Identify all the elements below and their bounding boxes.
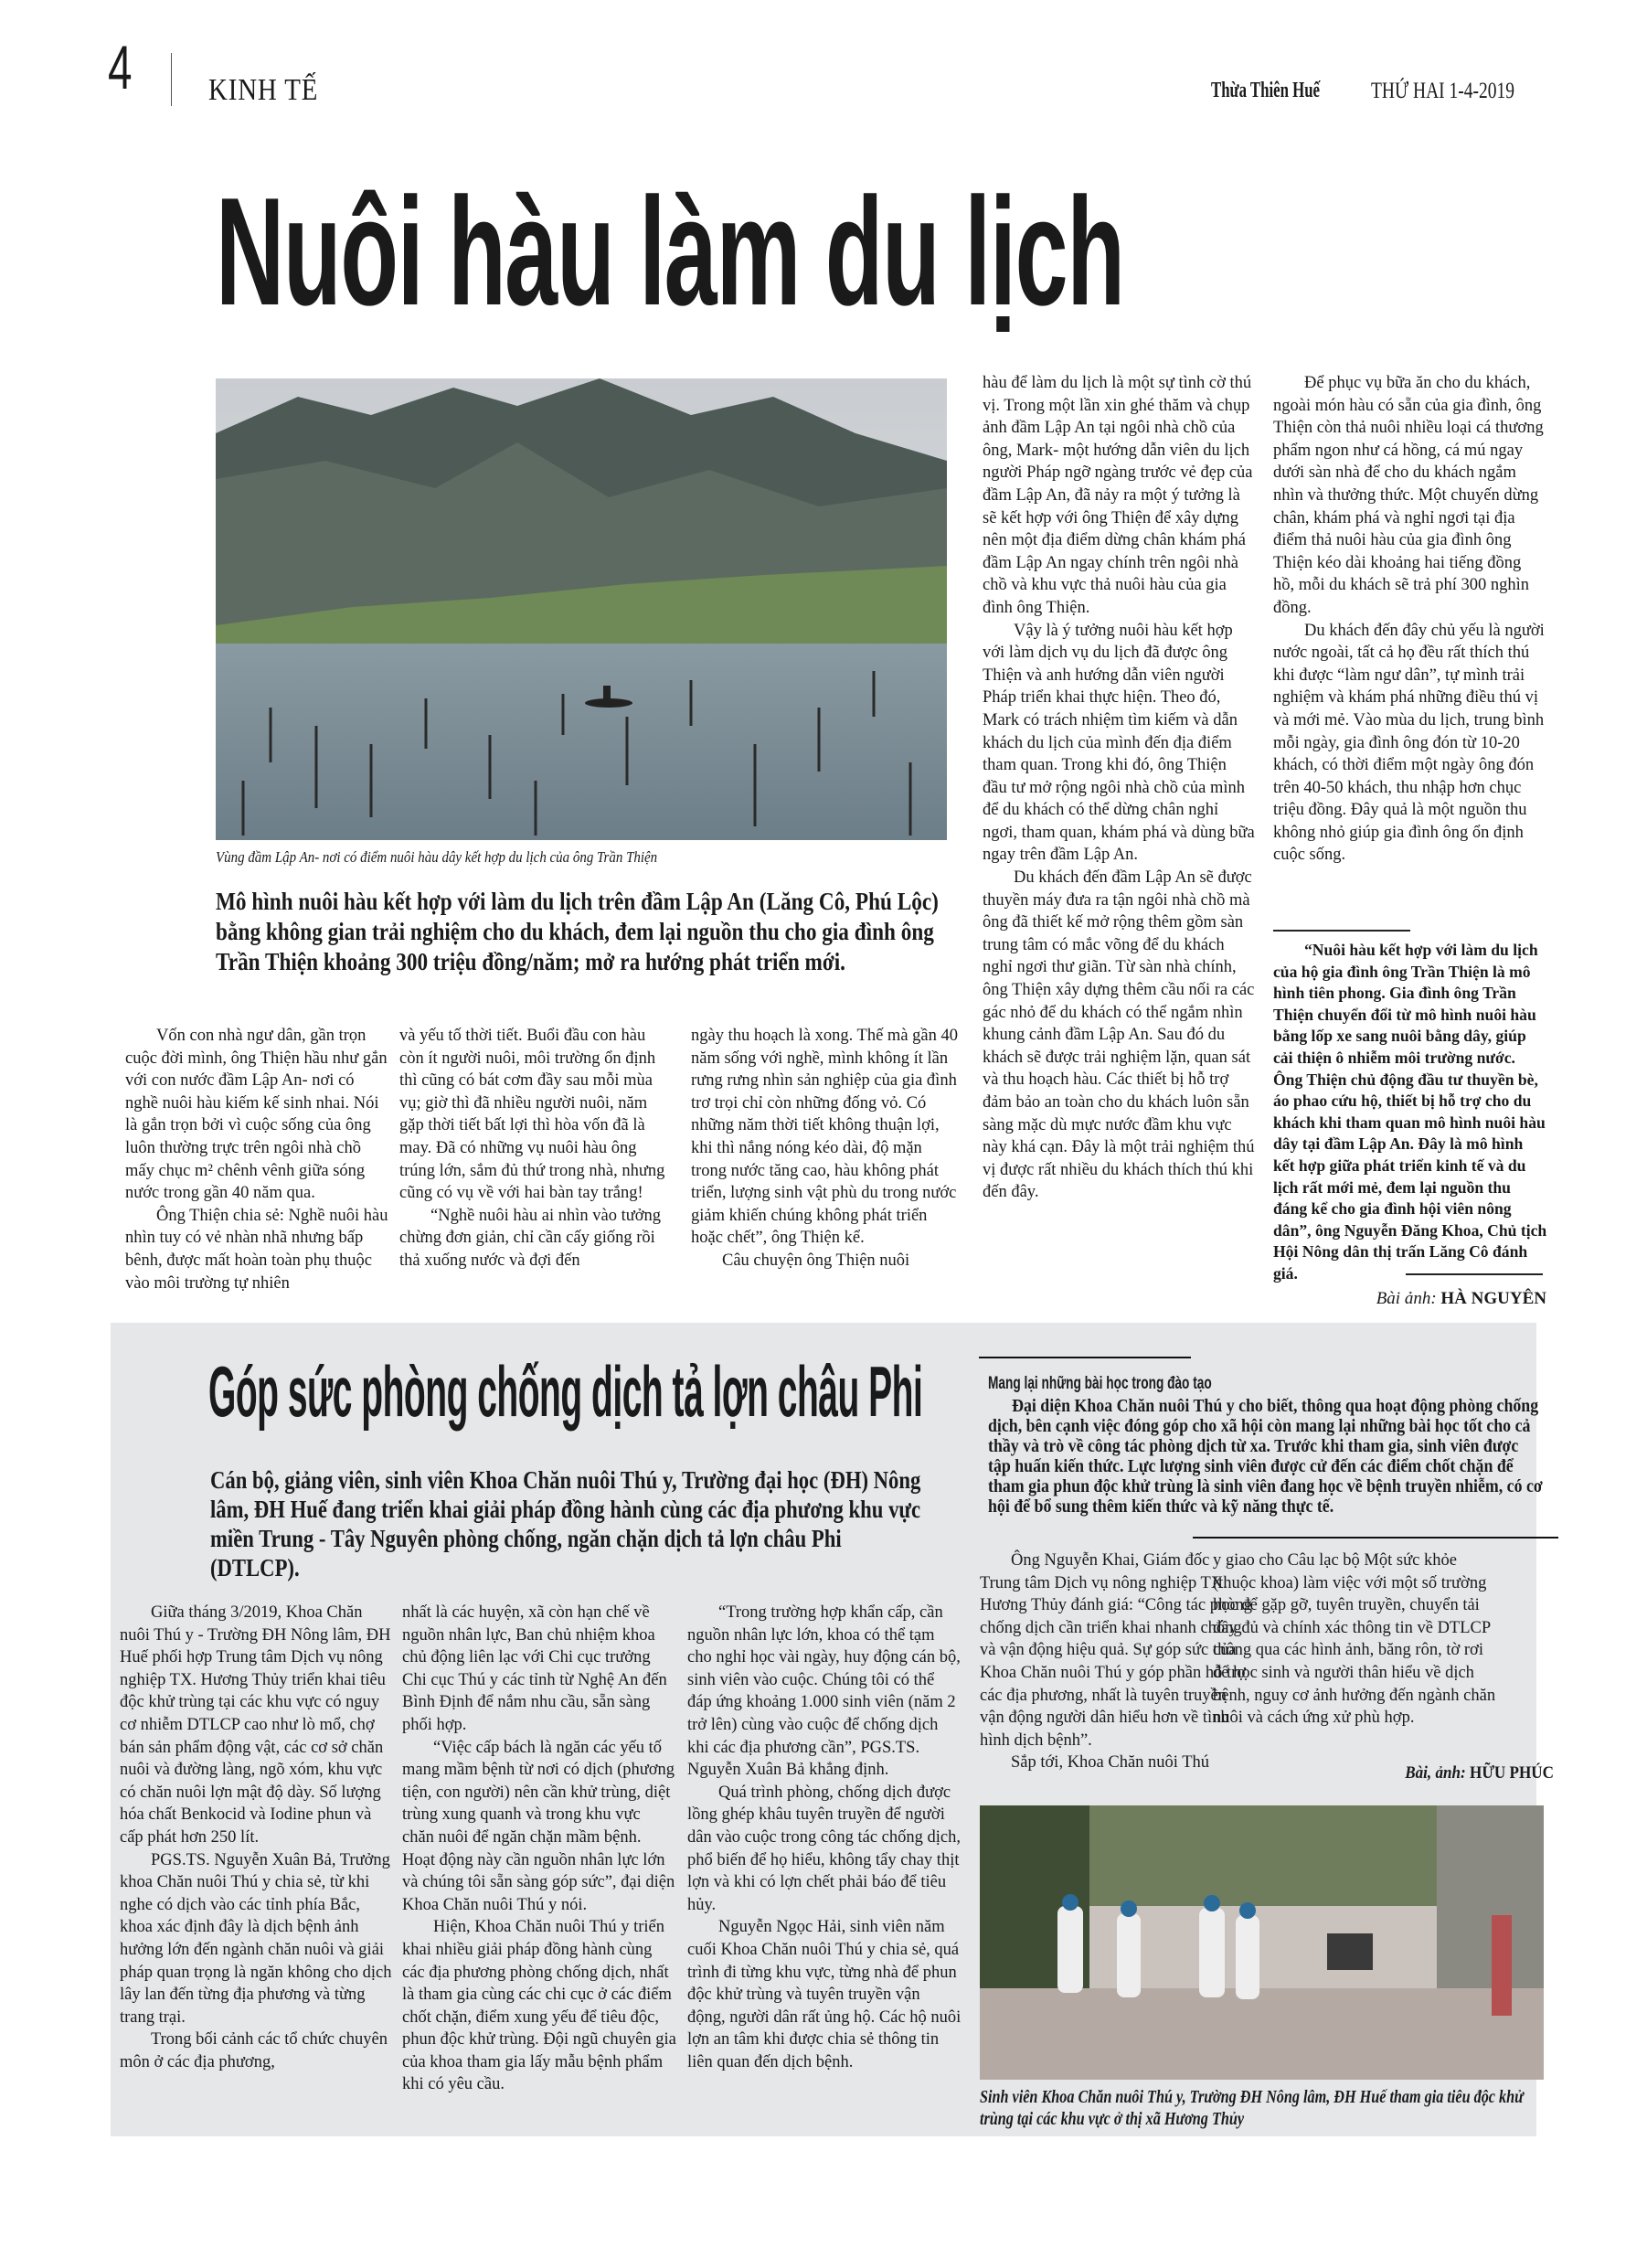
byline-label: Bài, ảnh:: [1405, 1763, 1466, 1783]
paragraph: Giữa tháng 3/2019, Khoa Chăn nuôi Thú y - Trường ĐH Nông lâm, ĐH Huế phối hợp Trung tâm Dịch vụ nông nghiệp TX. Hương Thủy triển khai tiêu độc khử trùng tại các khu vực có nguy cơ nhiễm DTLCP cao như lò mổ, chợ bán sản phẩm động vật, các cơ sở chăn nuôi và đường làng, ngõ xóm, khu vực có chăn nuôi lợn mật độ dày. Số lượng hóa chất Benkocid và Iodine phun và cấp phát hơn 250 lít.: [120, 1603, 391, 1847]
students-disinfecting-image: [980, 1805, 1544, 2080]
masthead-logo: Thừa Thiên Huế: [1211, 79, 1321, 102]
paragraph: Sắp tới, Khoa Chăn nuôi Thú: [1011, 1753, 1210, 1773]
byline-name: HỮU PHÚC: [1470, 1763, 1554, 1783]
byline-label: Bài ảnh:: [1376, 1289, 1437, 1308]
byline-name: HÀ NGUYÊN: [1440, 1289, 1546, 1308]
article2-column-2: [402, 1602, 676, 2096]
article1-pull-quote: [1273, 940, 1547, 1285]
article1-photo: [216, 378, 947, 840]
article1-photo-caption: Vùng đầm Lập An- nơi có điểm nuôi hàu dây kết hợp du lịch của ông Trần Thiện: [216, 848, 658, 866]
article2-byline: [1332, 1763, 1554, 1784]
lagoon-landscape-image: [216, 378, 947, 840]
article1-column-2: [399, 1025, 666, 1272]
paragraph: Du khách đến đây chủ yếu là người nước ngoài, tất cả họ đều rất thích thú khi được “làm ngư dân”, tự mình trải nghiệm và khám phá những điều thú vị và mới mẻ. Vào mùa du lịch, trung bình mỗi ngày, gia đình ông đón từ 10-20 khách, có thời điểm một ngày ông đón trên 40-50 khách, thu nhập hơn chục triệu đồng. Đây quả là một nguồn thu không nhỏ giúp gia đình ông ổn định cuộc sống.: [1273, 621, 1545, 865]
paragraph: Quá trình phòng, chống dịch được lồng ghép khâu tuyên truyền để người dân vào cuộc trong công tác chống dịch, phổ biến để họ hiểu, không tẩy chay thịt lợn và khi có lợn chết phải báo để tiêu hủy.: [687, 1783, 961, 1914]
paragraph: Ông Nguyễn Khai, Giám đốc Trung tâm Dịch vụ nông nghiệp TX. Hương Thủy đánh giá: “Công tác phòng chống dịch cần triển khai nhanh chóng và vận động hiệu quả. Sự góp sức của Khoa Chăn nuôi Thú y góp phần hỗ trợ các địa phương, nhất là tuyên truyền vận động người dân hiểu hơn về tình hình dịch bệnh”.: [980, 1551, 1252, 1750]
article2-column-3: [687, 1602, 962, 2073]
section-divider: [1193, 1537, 1558, 1539]
paragraph: Đại diện Khoa Chăn nuôi Thú y cho biết, thông qua hoạt động phòng chống dịch, bên cạnh việc đóng góp cho xã hội còn mang lại những bài học tốt cho cả thầy và trò về công tác phòng dịch từ xa. Trước khi tham gia, sinh viên được tập huấn kiến thức. Lực lượng sinh viên được cử đến các điểm chốt chặn để tham gia phun độc khử trùng là sinh viên đang học về bệnh truyền nhiễm, có cơ hội để bổ sung thêm kiến thức và kỹ năng thực tế.: [988, 1396, 1543, 1517]
paragraph: “Việc cấp bách là ngăn các yếu tố mang mầm bệnh từ nơi có dịch (phương tiện, con người) nên cần khử trùng, diệt trùng xung quanh và trong khu vực chăn nuôi để ngăn chặn mầm bệnh. Hoạt động này cần nguồn nhân lực lớn và chúng tôi sẵn sàng góp sức”, đại diện Khoa Chăn nuôi Thú y nói.: [402, 1738, 675, 1914]
article2-column-1: [120, 1602, 394, 2073]
paragraph: Vốn con nhà ngư dân, gần trọn cuộc đời mình, ông Thiện hầu như gắn với con nước đầm Lập An- nơi có nghề nuôi hàu kiếm kế sinh nhai. Nói là gắn trọn bởi vì cuộc sống của ông luôn thường trực trên ngôi nhà chồ mấy chục m² chênh vênh giữa sóng nước trong gần 40 năm qua.: [125, 1027, 388, 1203]
paragraph: Câu chuyện ông Thiện nuôi: [722, 1251, 910, 1270]
article2-headline: Góp sức phòng chống dịch tả lợn châu Phi: [208, 1351, 923, 1432]
paragraph: “Nghề nuôi hàu ai nhìn vào tưởng chừng đơn giản, chỉ cần cấy giống rồi thả xuống nước và đợi đến: [399, 1206, 662, 1270]
header-divider: [171, 53, 172, 106]
paragraph: và yếu tố thời tiết. Buổi đầu con hàu còn ít người nuôi, môi trường ổn định thì cũng có bát cơm đầy sau mỗi mùa vụ; giờ thì đã nhiều người nuôi, năm gặp thời tiết bất lợi thì hòa vốn đã là may. Đã có những vụ nuôi hàu ông trúng lớn, sắm đủ thứ trong nhà, nhưng cũng có vụ về với hai bàn tay trắng!: [399, 1027, 665, 1203]
paragraph: Vậy là ý tưởng nuôi hàu kết hợp với làm dịch vụ du lịch đã được ông Thiện và anh hướng dẫn viên người Pháp triển khai thực hiện. Theo đó, Mark có trách nhiệm tìm kiếm và dẫn khách du lịch của mình đến địa điểm tham quan. Trong khi đó, ông Thiện đầu tư mở rộng ngôi nhà chồ của mình để du khách có thể dừng chân nghỉ ngơi, tham quan, khám phá và dùng bữa ngay trên đầm Lập An.: [983, 621, 1255, 865]
page-number: 4: [108, 33, 133, 102]
article1-lead: Mô hình nuôi hàu kết hợp với làm du lịch trên đầm Lập An (Lăng Cô, Phú Lộc) bằng không gian trải nghiệm cho du khách, đem lại nguồn thu cho gia đình ông Trần Thiện khoảng 300 triệu đồng/năm; mở ra hướng phát triển mới.: [216, 888, 939, 975]
subhead-divider: [979, 1357, 1191, 1358]
section-label: KINH TẾ: [208, 73, 319, 107]
article1-column-5: [1273, 372, 1546, 867]
article2-lead: Cán bộ, giảng viên, sinh viên Khoa Chăn nuôi Thú y, Trường đại học (ĐH) Nông lâm, ĐH Huế đang triển khai giải pháp đồng hành cùng các địa phương khu vực miền Trung - Tây Nguyên phòng chống, ngăn chặn dịch tả lợn châu Phi (DTLCP).: [210, 1466, 921, 1581]
paragraph: PGS.TS. Nguyễn Xuân Bả, Trưởng khoa Chăn nuôi Thú y chia sẻ, từ khi nghe có dịch vào các tỉnh phía Bắc, khoa xác định đây là dịch bệnh ảnh hưởng lớn đến ngành chăn nuôi và giải pháp quan trọng là ngăn không cho dịch lây lan đến từng địa phương và từng trang trại.: [120, 1850, 392, 2027]
article1-byline: [1280, 1289, 1546, 1309]
article1-column-4: [983, 372, 1255, 1204]
article2-photo: [980, 1805, 1544, 2080]
article1-column-3: [691, 1025, 958, 1272]
quote-text: “Nuôi hàu kết hợp với làm du lịch của hộ gia đình ông Trần Thiện là mô hình tiên phong. Gia đình ông Trần Thiện chuyển đổi từ mô hình nuôi hàu bằng lốp xe sang nuôi bằng dây, giúp cải thiện ô nhiễm môi trường nước. Ông Thiện chủ động đầu tư thuyền bè, áo phao cứu hộ, thiết bị hỗ trợ cho du khách khi tham quan mô hình nuôi hàu dây tại đầm Lập An. Đây là mô hình kết hợp giữa phát triển kinh tế và du lịch rất mới mẻ, đem lại nguồn thu đáng kể cho gia đình hội viên nông dân”, ông Nguyễn Đăng Khoa, Chủ tịch Hội Nông dân thị trấn Lăng Cô đánh giá.: [1273, 941, 1547, 1283]
paragraph: Để phục vụ bữa ăn cho du khách, ngoài món hàu có sẵn của gia đình, ông Thiện còn thả nuôi nhiều loại cá thương phẩm ngon như cá hồng, cá mú ngay dưới sàn nhà để cho du khách ngắm nhìn và thưởng thức. Một chuyến dừng chân, khám phá và nghỉ ngơi tại địa điểm thả nuôi hàu của gia đình ông Thiện kéo dài khoảng hai tiếng đồng hồ, mỗi du khách sẽ trả phí 300 nghìn đồng.: [1273, 374, 1544, 617]
paragraph: Nguyễn Ngọc Hải, sinh viên năm cuối Khoa Chăn nuôi Thú y chia sẻ, quá trình đi từng khu vực, từng nhà để phun độc khử trùng và tuyên truyền vận động, người dân rất ủng hộ. Các hộ nuôi lợn an tâm khi được chia sẻ thông tin liên quan đến dịch bệnh.: [687, 1918, 962, 2071]
paragraph: Ông Thiện chia sẻ: Nghề nuôi hàu nhìn tuy có vẻ nhàn nhã nhưng bấp bênh, được mất hoàn toàn phụ thuộc vào môi trường tự nhiên: [125, 1206, 388, 1293]
quote-divider-bottom: [1406, 1273, 1543, 1275]
paragraph: y giao cho Câu lạc bộ Một sức khỏe (thuộc khoa) làm việc với một số trường học để gặp gỡ, tuyên truyền, chuyển tải đầy đủ và chính xác thông tin về DTLCP thông qua các hình ảnh, băng rôn, tờ rơi để học sinh và người thân hiểu về dịch bệnh, nguy cơ ảnh hưởng đến ngành chăn nuôi và cách ứng xử phù hợp.: [1213, 1551, 1496, 1728]
article2-subhead: Mang lại những bài học trong đào tạo: [988, 1374, 1212, 1393]
paragraph: “Trong trường hợp khẩn cấp, cần nguồn nhân lực lớn, khoa có thể tạm cho nghỉ học vài ngày, huy động cán bộ, sinh viên vào cuộc. Chúng tôi có thể đáp ứng khoảng 1.000 sinh viên (năm 2 trở lên) cùng vào cuộc để chống dịch khi các địa phương cần”, PGS.TS. Nguyễn Xuân Bả khẳng định.: [687, 1603, 961, 1780]
article2-subhead-body: [988, 1396, 1545, 1517]
paragraph: hàu để làm du lịch là một sự tình cờ thú vị. Trong một lần xin ghé thăm và chụp ảnh đầm Lập An tại ngôi nhà chồ của ông, Mark- một hướng dẫn viên du lịch người Pháp ngỡ ngàng trước vẻ đẹp của đầm Lập An, đã nảy ra một ý tưởng là sẽ kết hợp với ông Thiện để xây dựng nên một địa điểm dừng chân khám phá đầm Lập An ngay chính trên ngôi nhà chồ và khu vực thả nuôi hàu của gia đình ông Thiện.: [983, 374, 1253, 617]
article1-headline: Nuôi hàu làm du lịch: [216, 165, 1124, 337]
quote-divider: [1273, 930, 1410, 932]
article2-photo-caption: Sinh viên Khoa Chăn nuôi Thú y, Trường ĐH Nông lâm, ĐH Huế tham gia tiêu độc khử trùng tại các khu vực ở thị xã Hương Thủy: [980, 2088, 1524, 2129]
paragraph: Trong bối cảnh các tổ chức chuyên môn ở các địa phương,: [120, 2030, 388, 2071]
paragraph: Du khách đến đầm Lập An sẽ được thuyền máy đưa ra tận ngôi nhà chồ mà ông đã thiết kế mở rộng thêm gồm sàn trung tâm có mắc võng để du khách nghỉ ngơi thư giãn. Từ sàn nhà chính, ông Thiện xây dựng thêm cầu nối ra các gác nhỏ để du khách có thể ngắm nhìn khung cảnh đầm Lập An. Sau đó du khách sẽ được trải nghiệm lặn, quan sát và thu hoạch hàu. Các thiết bị hỗ trợ đảm bảo an toàn cho du khách luôn sẵn sàng mặc dù mực nước đầm khu vực này khá cạn. Đây là một trải nghiệm thú vị được rất nhiều du khách thích thú khi đến đây.: [983, 868, 1255, 1202]
paragraph: ngày thu hoạch là xong. Thế mà gần 40 năm sống với nghề, mình không ít lần rưng rưng nhìn sản nghiệp của gia đình trơ trọi chỉ còn những đống vỏ. Có những năm thời tiết không thuận lợi, khi thì nắng nóng kéo dài, độ mặn trong nước tăng cao, hàu không phát triển, lượng sinh vật phù du trong nước giảm khiến chúng không phát triển hoặc chết”, ông Thiện kể.: [691, 1027, 958, 1248]
paragraph: Hiện, Khoa Chăn nuôi Thú y triển khai nhiều giải pháp đồng hành cùng các địa phương phòng chống dịch, nhất là tham gia cùng các chi cục ở các điểm chốt chặn, điểm xung yếu để tiêu độc, phun độc khử trùng. Đội ngũ chuyên gia của khoa tham gia lấy mẫu bệnh phẩm khi có yêu cầu.: [402, 1918, 676, 2094]
paragraph: nhất là các huyện, xã còn hạn chế về nguồn nhân lực, Ban chủ nhiệm khoa chủ động liên lạc với Chi cục trưởng Chi cục Thú y các tỉnh từ Nghệ An đến Bình Định để nắm nhu cầu, sẵn sàng phối hợp.: [402, 1603, 667, 1734]
article1-column-1: [125, 1025, 390, 1294]
issue-date: THỨ HAI 1-4-2019: [1371, 79, 1515, 103]
article2-column-5: [1213, 1549, 1496, 1730]
